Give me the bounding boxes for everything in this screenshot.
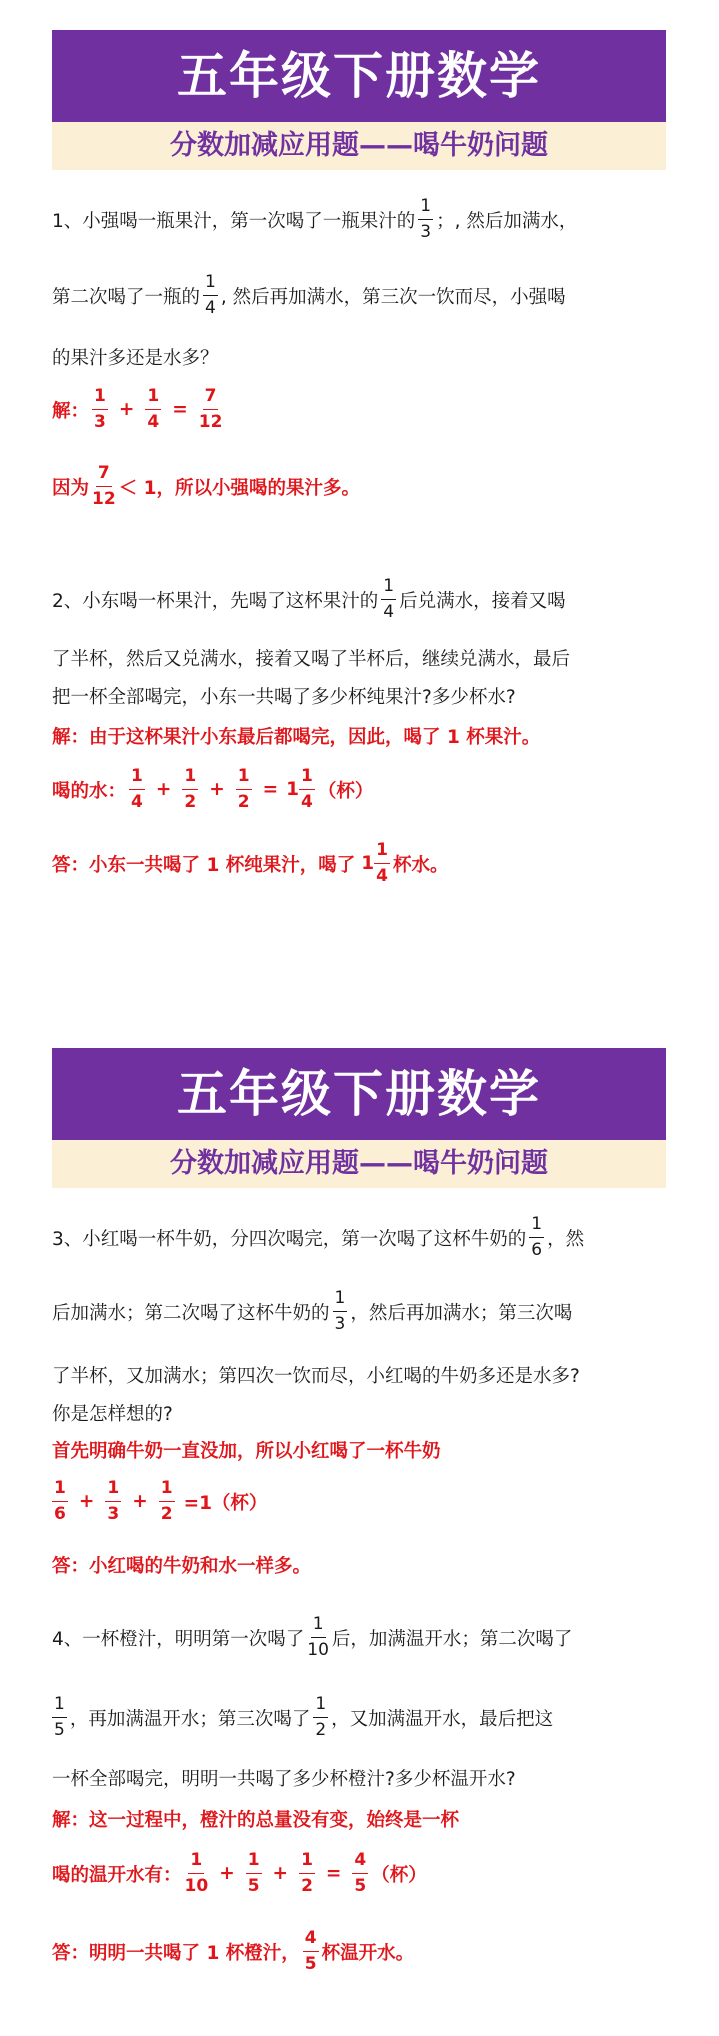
q2-line-3: 把一杯全部喝完，小东一共喝了多少杯纯果汁?多少杯水? [52, 687, 516, 708]
section-subtitle-banner-2: 分数加减应用题——喝牛奶问题 [52, 1140, 666, 1188]
q3-line-3: 了半杯，又加满水；第四次一饮而尽，小红喝的牛奶多还是水多? [52, 1366, 580, 1387]
fraction: $\frac{1}{3}$ [420, 196, 432, 242]
q2-line-1: 2、小东喝一杯果汁，先喝了这杯果汁的 $\frac{1}{4}$ 后兑满水，接着又喝 [52, 576, 566, 622]
q2-answer: 答：小东一共喝了 1 杯纯果汁，喝了 1 $\frac{1}{4}$ 杯水。 [52, 840, 449, 886]
q2-solution: 解：由于这杯果汁小东最后都喝完，因此，喝了 1 杯果汁。 [52, 727, 541, 748]
q3-line-1: 3、小红喝一杯牛奶，分四次喝完，第一次喝了这杯牛奶的 $\frac{1}{6}$ ，然 [52, 1214, 585, 1260]
fraction: $\frac{1}{4}$ [205, 272, 216, 318]
q2-water: 喝的水： $\frac{1}{4}$ + $\frac{1}{2}$ + $\frac{1}{2}$ = 1 $\frac{1}{4}$ （杯） [52, 766, 374, 812]
section-title-banner: 五年级下册数学 [52, 30, 666, 122]
q3-answer: 答：小红喝的牛奶和水一样多。 [52, 1556, 312, 1577]
q1-line-2: 第二次喝了一瓶的 $\frac{1}{4}$ , 然后再加满水，第三次一饮而尽，小强喝 [52, 272, 566, 318]
q3-line-4: 你是怎样想的? [52, 1404, 173, 1425]
section-subtitle-banner: 分数加减应用题——喝牛奶问题 [52, 122, 666, 170]
q1-line-1: 1、小强喝一瓶果汁，第一次喝了一瓶果汁的 $\frac{1}{3}$ ；, 然后加满水， [52, 196, 578, 242]
q1-conclusion: 因为 $\frac{7}{12}$ ＜ 1，所以小强喝的果汁多。 [52, 463, 361, 509]
q3-equation: $\frac{1}{6}$ + $\frac{1}{3}$ + $\frac{1}{2}$ =1（杯） [54, 1478, 268, 1524]
q4-answer: 答：明明一共喝了 1 杯橙汁， $\frac{4}{5}$ 杯温开水。 [52, 1928, 415, 1974]
q4-line-3: 一杯全部喝完，明明一共喝了多少杯橙汁?多少杯温开水? [52, 1769, 516, 1790]
q2-line-2: 了半杯，然后又兑满水，接着又喝了半杯后，继续兑满水，最后 [52, 649, 571, 670]
q1-solution: 解： $\frac{1}{3}$ + $\frac{1}{4}$ = $\frac{7}{12}$ [52, 386, 223, 432]
q4-line-1: 4、一杯橙汁，明明第一次喝了 $\frac{1}{10}$ 后，加满温开水；第二次喝了 [52, 1614, 573, 1660]
q4-line-2: $\frac{1}{5}$ ，再加满温开水；第三次喝了 $\frac{1}{2}$ ，又加满温开水，最后把这 [54, 1694, 554, 1740]
q3-line-2: 后加满水；第二次喝了这杯牛奶的 $\frac{1}{3}$ ，然后再加满水；第三次喝 [52, 1288, 573, 1334]
q4-water: 喝的温开水有： $\frac{1}{10}$ + $\frac{1}{5}$ + $\frac{1}{2}$ = $\frac{4}{5}$ （杯） [52, 1850, 427, 1896]
q3-solution: 首先明确牛奶一直没加，所以小红喝了一杯牛奶 [52, 1441, 441, 1462]
q1-line-3: 的果汁多还是水多？ [52, 348, 219, 369]
section-title-banner-2: 五年级下册数学 [52, 1048, 666, 1140]
q4-solution: 解：这一过程中，橙汁的总量没有变，始终是一杯 [52, 1810, 460, 1831]
